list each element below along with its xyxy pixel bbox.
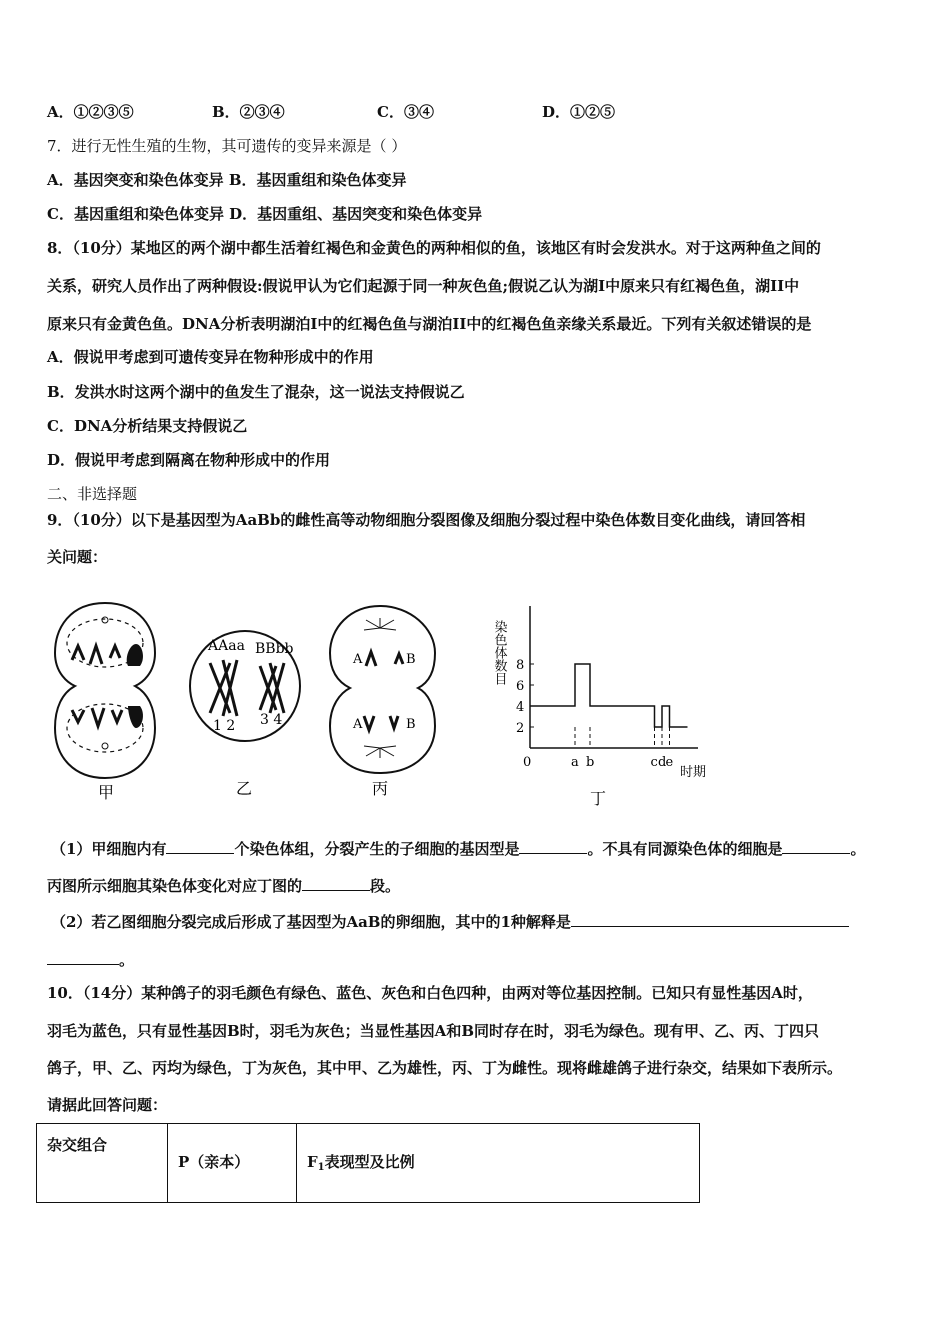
chart-x-tick-label: a: [571, 755, 579, 770]
chart-xlabel: 时期: [680, 765, 707, 780]
cell-jia: [55, 603, 155, 778]
q9-p2-end: 。: [119, 951, 135, 969]
answer-blank-2[interactable]: [519, 838, 587, 854]
label-bing: 丙: [372, 779, 389, 798]
answer-blank-5[interactable]: [571, 911, 849, 927]
yi-genes-a: AAaa: [208, 638, 245, 654]
chart-ylabel: 染色体数目: [491, 620, 507, 685]
bing-top-b: B: [406, 652, 416, 667]
q9-p1-text-b: 个染色体组，分裂产生的子细胞的基因型是: [234, 840, 520, 858]
q9-part1-line1: [51, 838, 866, 859]
chart-series-line: [530, 664, 688, 727]
q9-p1-text-e: 丙图所示细胞其染色体变化对应丁图的: [47, 877, 303, 895]
chart-x-tick-label: 0: [523, 755, 532, 770]
chart-y-tick-label: 2: [516, 721, 525, 736]
table-header-f1: [297, 1124, 700, 1203]
q9-p1-text-f: 段。: [370, 877, 401, 895]
q7-stem: 7．进行无性生殖的生物，其可遗传的变异来源是（ ）: [47, 137, 407, 155]
q8-stem-line1: 8．（10分）某地区的两个湖中都生活着红褐色和金黄色的两种相似的鱼，该地区有时会发洪水。对于这两种鱼之间的: [47, 239, 821, 257]
bing-top-a: A: [353, 652, 363, 667]
q9-p1-text-a: （1）甲细胞内有: [51, 840, 167, 858]
q9-part2-line1: [51, 911, 849, 932]
cell-division-figures: [50, 598, 750, 808]
q9-part1-line2: [47, 875, 400, 896]
answer-blank-4[interactable]: [302, 875, 370, 891]
table-header-cross-text: 杂交组合: [47, 1136, 108, 1154]
q9-p1-text-d: 。: [850, 840, 866, 858]
answer-blank-6[interactable]: [47, 949, 119, 965]
q10-stem-line4: 请据此回答问题：: [47, 1096, 168, 1114]
label-jia: 甲: [98, 783, 115, 802]
q8-stem-line2: 关系，研究人员作出了两种假设:假说甲认为它们起源于同一种灰色鱼;假说乙认为湖Ⅰ中原来只有红褐色鱼，湖II中: [47, 277, 800, 295]
q9-p2-text-a: （2）若乙图细胞分裂完成后形成了基因型为AaB的卵细胞，其中的1种解释是: [51, 913, 571, 931]
table-header-f1-text: [297, 1124, 699, 1173]
q6-option-b: B．②③④: [212, 103, 285, 121]
q8-option-a: A．假说甲考虑到可遗传变异在物种形成中的作用: [47, 348, 374, 366]
f1-f: F: [307, 1153, 318, 1171]
f1-rest: 表现型及比例: [324, 1153, 415, 1171]
q8-option-b: B．发洪水时这两个湖中的鱼发生了混杂，这一说法支持假说乙: [47, 383, 465, 401]
q6-options: [47, 102, 747, 122]
bing-bot-b: B: [406, 717, 416, 732]
q8-option-c: C．DNA分析结果支持假说乙: [47, 417, 248, 435]
bing-bot-a: A: [353, 717, 363, 732]
section-heading: 二、非选择题: [47, 485, 138, 503]
q6-option-d: D．①②⑤: [542, 103, 616, 121]
q6-option-a: A．①②③⑤: [47, 103, 134, 121]
chart-y-tick-label: 8: [516, 658, 525, 673]
yi-nums-a: 1 2: [213, 718, 236, 734]
chart-x-tick-label: c: [650, 755, 658, 770]
cross-result-table: [36, 1123, 700, 1203]
label-ding: 丁: [590, 789, 607, 808]
q6-option-c: C．③④: [377, 103, 434, 121]
yi-nums-b: 3 4: [260, 712, 283, 728]
cell-yi: [190, 631, 300, 741]
f1-subscript: 1: [317, 1162, 325, 1173]
table-header-row: [37, 1124, 700, 1203]
yi-genes-b: BBbb: [255, 641, 294, 657]
table-header-parents: [168, 1124, 297, 1203]
q9-stem-line2: 关问题：: [47, 548, 108, 566]
q9-p1-text-c: 。不具有同源染色体的细胞是: [587, 840, 783, 858]
chart-y-tick-label: 4: [516, 700, 525, 715]
answer-blank-1[interactable]: [166, 838, 234, 854]
chart-x-tick-label: e: [665, 755, 674, 770]
chart-y-tick-label: 6: [516, 679, 525, 694]
chart-x-tick-label: d: [658, 755, 667, 770]
cell-bing: [330, 606, 435, 773]
table-header-cross: [37, 1124, 168, 1203]
table-header-parents-text: P（亲本）: [178, 1153, 250, 1171]
q7-options-cd: C．基因重组和染色体变异 D．基因重组、基因突变和染色体变异: [47, 205, 483, 223]
q9-stem-line1: 9．（10分）以下是基因型为AaBb的雌性高等动物细胞分裂图像及细胞分裂过程中染色体数目变化曲线，请回答相: [47, 511, 806, 529]
q10-stem-line2: 羽毛为蓝色，只有显性基因B时，羽毛为灰色；当显性基因A和B同时存在时，羽毛为绿色。现有甲、乙、丙、丁四只: [47, 1022, 819, 1040]
q10-stem-line1: 10．（14分）某种鸽子的羽毛颜色有绿色、蓝色、灰色和白色四种，由两对等位基因控制。已知只有显性基因A时，: [47, 984, 813, 1002]
chart-x-tick-label: b: [586, 755, 595, 770]
q8-option-d: D．假说甲考虑到隔离在物种形成中的作用: [47, 451, 331, 469]
q7-options-ab: A．基因突变和染色体变异 B．基因重组和染色体变异: [47, 171, 407, 189]
label-yi: 乙: [236, 779, 253, 798]
answer-blank-3[interactable]: [782, 838, 850, 854]
q10-stem-line3: 鸽子，甲、乙、丙均为绿色，丁为灰色，其中甲、乙为雄性，丙、丁为雌性。现将雌雄鸽子进行杂交，结果如下表所示。: [47, 1059, 843, 1077]
chromosome-number-chart: [492, 606, 707, 780]
q8-stem-line3: 原来只有金黄色鱼。DNA分析表明湖泊Ⅰ中的红褐色鱼与湖泊II中的红褐色鱼亲缘关系最近。下列有关叙述错误的是: [47, 315, 812, 333]
q9-part2-line2: [47, 949, 134, 970]
